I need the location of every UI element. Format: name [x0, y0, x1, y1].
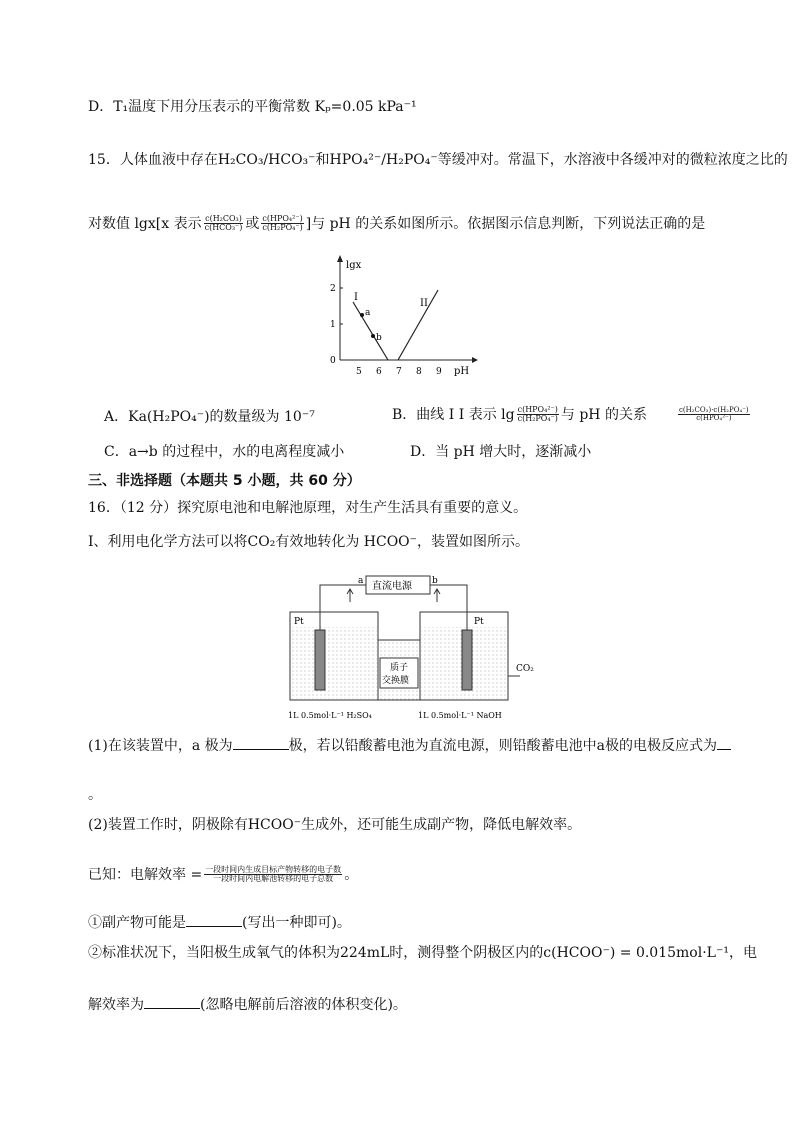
- terminal-a-label: a: [358, 576, 364, 586]
- curve-i: [353, 302, 388, 360]
- q16-q2-1-start: ①副产物可能是: [88, 915, 186, 931]
- power-supply-label: 直流电源: [372, 581, 412, 592]
- point-b-label: b: [376, 333, 382, 343]
- electrolysis-diagram: [280, 570, 540, 725]
- y-tick-2: 2: [330, 284, 336, 294]
- curve-ii-label: II: [420, 298, 428, 309]
- efficiency-label: 电解效率 =: [130, 866, 203, 883]
- fraction-numerator: 一段时间内生成目标产物转移的电子数: [205, 865, 342, 874]
- membrane-label-1: 质子: [390, 663, 409, 673]
- known-formula: [88, 866, 358, 884]
- right-electrode-label: Pt: [474, 617, 484, 627]
- q16-part-i: I、利用电化学方法可以将CO₂有效地转化为 HCOO⁻，装置如图所示。: [88, 534, 530, 550]
- x-tick-9: 9: [436, 367, 442, 377]
- q16-q2-1-end: (写出一种即可)。: [242, 915, 351, 931]
- option-d-previous: D．T₁温度下用分压表示的平衡常数 Kₚ=0.05 kPa⁻¹: [88, 99, 417, 115]
- y-axis-arrow: [337, 255, 343, 262]
- fraction-denominator: 一段时间内电解池转移的电子总数: [213, 874, 334, 884]
- fraction-numerator: c(HPO₄²⁻): [262, 214, 303, 223]
- q15-option-c: C．a→b 的过程中，水的电离程度减小: [104, 444, 345, 460]
- q16-q2-1: [88, 913, 351, 933]
- section-3-heading: 三、非选择题（本题共 5 小题，共 60 分）: [88, 473, 361, 489]
- q15-option-d: D．当 pH 增大时，逐渐减小: [410, 444, 592, 460]
- terminal-b-label: b: [432, 576, 438, 586]
- left-solution: [291, 627, 377, 699]
- left-electrode: [315, 630, 325, 690]
- q15-stem-line2-start: 对数值 lgx[x 表示: [88, 215, 202, 232]
- fraction-denominator: c(HCO₃⁻): [204, 223, 243, 233]
- answer-blank-electrode[interactable]: [233, 736, 289, 750]
- fraction-numerator: c(H₂CO₃)·c(H₂PO₄⁻): [679, 406, 749, 414]
- left-electrode-label: Pt: [294, 617, 304, 627]
- membrane-label-2: 交换膜: [382, 676, 410, 686]
- answer-blank-reaction[interactable]: [717, 736, 731, 750]
- q15-option-b-end: 与 pH 的关系: [560, 406, 647, 423]
- q15-stem-line2: [88, 215, 705, 233]
- left-solution-label: 1L 0.5mol·L⁻¹ H₂SO₄: [288, 711, 372, 720]
- x-tick-7: 7: [396, 367, 402, 377]
- q16-q2-3-start: 解效率为: [88, 997, 144, 1013]
- q15-option-b: [392, 406, 647, 424]
- known-label: 已知：: [88, 866, 130, 883]
- q15-option-b-start: B．曲线 I I 表示 lg: [392, 406, 515, 423]
- lgx-ph-graph: [310, 250, 480, 380]
- y-tick-0: 0: [330, 356, 336, 366]
- fraction-numerator: c(HPO₄²⁻): [517, 405, 558, 414]
- fraction-h2co3-hco3: [204, 215, 244, 233]
- x-tick-5: 5: [356, 367, 362, 377]
- efficiency-fraction: [204, 866, 342, 884]
- right-electrode: [462, 630, 472, 690]
- x-tick-8: 8: [416, 367, 422, 377]
- q15-or: 或: [245, 215, 260, 232]
- efficiency-end: 。: [344, 866, 359, 883]
- fraction-hpo4-h2po4: [261, 215, 303, 233]
- x-axis-arrow: [472, 357, 478, 363]
- fraction-denominator: c(H₂PO₄⁻): [262, 223, 303, 233]
- q16-question-2: (2)装置工作时，阴极除有HCOO⁻生成外，还可能生成副产物，降低电解效率。: [88, 817, 582, 833]
- y-tick-1: 1: [330, 320, 336, 330]
- side-fraction: [676, 407, 752, 423]
- fraction-denominator: c(H₂PO₄⁻): [517, 414, 558, 424]
- q15-stem-line1: 15．人体血液中存在H₂CO₃/HCO₃⁻和HPO₄²⁻/H₂PO₄⁻等缓冲对。常温下，水溶液中各缓冲对的微粒浓度之比的: [88, 152, 788, 168]
- side-fraction-body: [678, 407, 750, 423]
- fraction-numerator: c(H₂CO₃): [205, 214, 242, 223]
- point-a-label: a: [365, 308, 371, 318]
- x-tick-6: 6: [376, 367, 382, 377]
- q16-question-1: [88, 736, 731, 756]
- option-b-fraction: [517, 406, 559, 424]
- x-axis-label: pH: [454, 366, 470, 377]
- curve-i-label: I: [354, 292, 358, 303]
- point-b: [371, 334, 375, 338]
- co2-label: CO₂: [516, 664, 534, 674]
- answer-blank-byproduct[interactable]: [186, 913, 242, 927]
- q15-option-a: A．Ka(H₂PO₄⁻)的数量级为 10⁻⁷: [104, 409, 315, 425]
- answer-blank-efficiency[interactable]: [144, 995, 200, 1009]
- point-a: [360, 313, 364, 317]
- y-axis-label: lgx: [346, 260, 362, 271]
- q16-intro: 16．（12 分）探究原电池和电解池原理，对生产生活具有重要的意义。: [88, 500, 528, 516]
- q16-q1-end: 。: [88, 787, 102, 803]
- q16-q2-2: ②标准状况下，当阳极生成氧气的体积为224mL时，测得整个阴极区内的c(HCOO⁻) = 0.015mol·L⁻¹，电: [88, 945, 757, 961]
- curve-ii: [398, 290, 438, 360]
- fraction-denominator: c(HPO₄²⁻): [696, 414, 732, 423]
- q16-q1-start: (1)在该装置中，a 极为: [88, 738, 233, 754]
- q16-q2-3-end: (忽略电解前后溶液的体积变化)。: [200, 997, 407, 1013]
- q16-q1-middle: 极，若以铅酸蓄电池为直流电源，则铅酸蓄电池中a极的电极反应式为: [288, 738, 717, 754]
- q16-q2-3: [88, 995, 407, 1015]
- right-solution-label: 1L 0.5mol·L⁻¹ NaOH: [418, 711, 502, 720]
- q15-stem-line2-end: ]与 pH 的关系如图所示。依据图示信息判断，下列说法正确的是: [305, 215, 706, 232]
